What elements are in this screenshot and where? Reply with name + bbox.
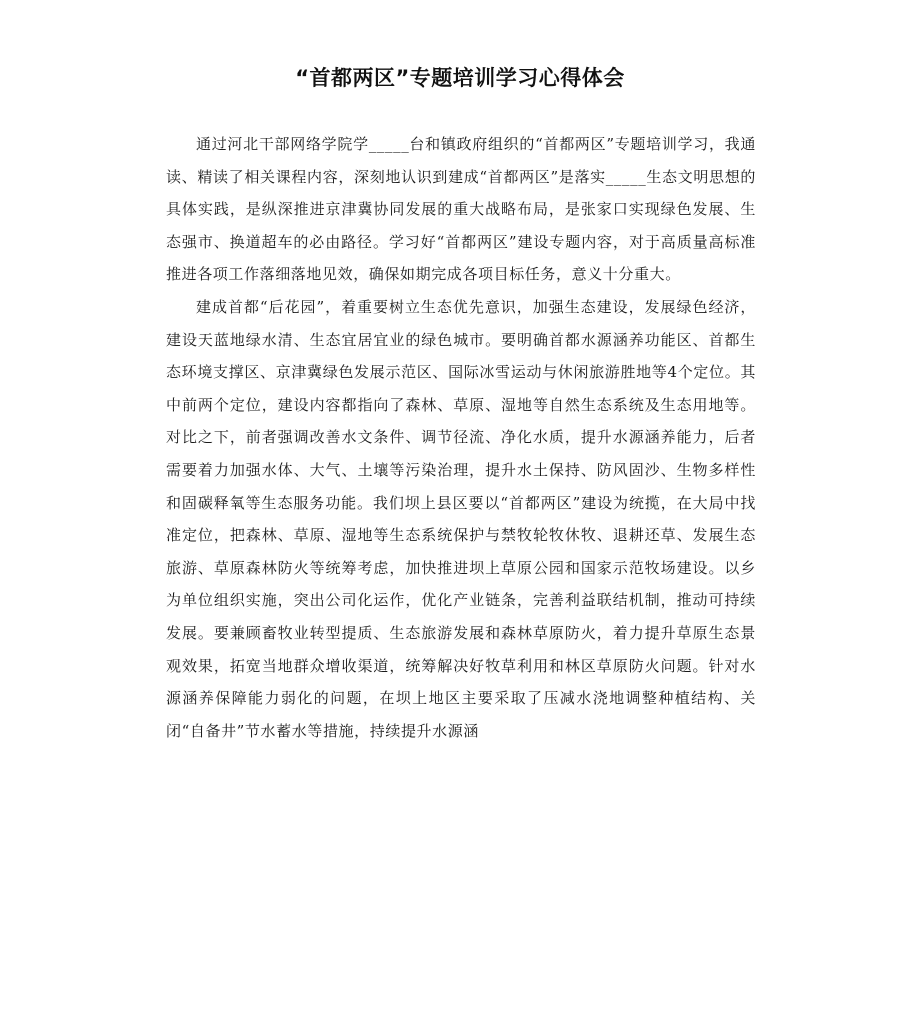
- paragraph-intro: 通过河北干部网络学院学_____台和镇政府组织的“首都两区”专题培训学习，我通读、精读了相关课程内容，深刻地认识到建成“首都两区”是落实_____生态文明思想的具体实践，是纵深推进京津冀协同发展的重大战略布局，是张家口实现绿色发展、生态强市、换道超车的必由路径。学习好“首都两区”建设专题内容，对于高质量高标准推进各项工作落细落地见效，确保如期完成各项目标任务，意义十分重大。: [166, 135, 756, 284]
- paragraph-main: 建成首都“后花园”，着重要树立生态优先意识，加强生态建设，发展绿色经济，建设天蓝地绿水清、生态宜居宜业的绿色城市。要明确首都水源涵养功能区、首都生态环境支撑区、京津冀绿色发展示范区、国际冰雪运动与休闲旅游胜地等4个定位。其中前两个定位，建设内容都指向了森林、草原、湿地等自然生态系统及生态用地等。对比之下，前者强调改善水文条件、调节径流、净化水质，提升水源涵养能力，后者需要着力加强水体、大气、土壤等污染治理，提升水土保持、防风固沙、生物多样性和固碳释氧等生态服务功能。我们坝上县区要以“首都两区”建设为统揽，在大局中找准定位，把森林、草原、湿地等生态系统保护与禁牧轮牧休牧、退耕还草、发展生态旅游、草原森林防火等统筹考虑，加快推进坝上草原公园和国家示范牧场建设。以乡为单位组织实施，突出公司化运作，优化产业链条，完善利益联结机制，推动可持续发展。要兼顾畜牧业转型提质、生态旅游发展和森林草原防火，着力提升草原生态景观效果，拓宽当地群众增收渠道，统筹解决好牧草利用和林区草原防火问题。针对水源涵养保障能力弱化的问题，在坝上地区主要采取了压减水浇地调整种植结构、关闭“自备井”节水蓄水等措施，持续提升水源涵: [166, 297, 756, 740]
- document-body: [166, 128, 756, 747]
- document-title: “首都两区”专题培训学习心得体会: [295, 66, 625, 90]
